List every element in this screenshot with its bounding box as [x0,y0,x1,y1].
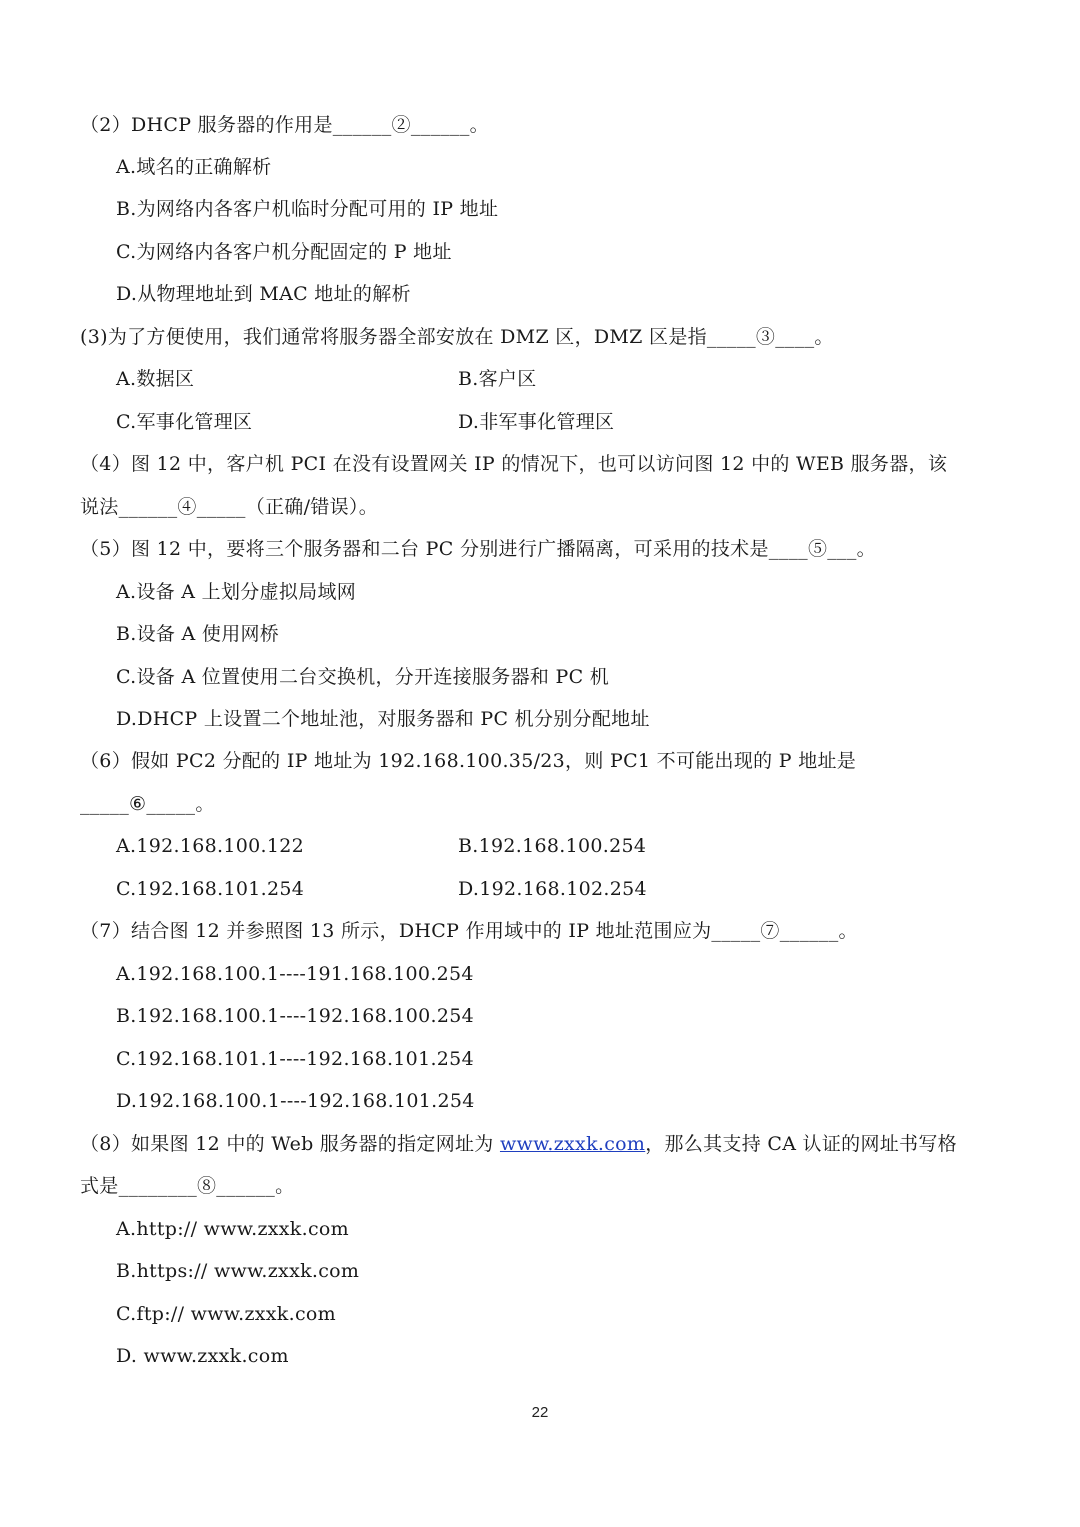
q2-option-d: D.从物理地址到 MAC 地址的解析 [116,283,411,305]
q5-option-b: B.设备 A 使用网桥 [116,623,280,645]
q8-option-b: B.https:// www.zxxk.com [116,1260,360,1282]
q6-option-a: A.192.168.100.122 [116,835,305,857]
q7-option-a: A.192.168.100.1----191.168.100.254 [116,963,474,985]
q6-stem-line1: （6）假如 PC2 分配的 IP 地址为 192.168.100.35/23，则 PC1 不可能出现的 P 地址是 [80,750,857,772]
q8-stem-pre: （8）如果图 12 中的 Web 服务器的指定网址为 [80,1133,500,1155]
q7-option-b: B.192.168.100.1----192.168.100.254 [116,1005,475,1027]
q6-stem-line2: _____⑥_____。 [80,793,215,815]
q5-stem: （5）图 12 中，要将三个服务器和二台 PC 分别进行广播隔离，可采用的技术是____⑤___。 [80,538,876,560]
q4-stem-line2: 说法______④_____（正确/错误）。 [80,496,379,518]
q3-option-d: D.非军事化管理区 [458,411,615,433]
q3-option-a: A.数据区 [116,368,195,390]
q8-option-a: A.http:// www.zxxk.com [116,1218,349,1240]
q8-stem-line2: 式是________⑧______。 [80,1175,295,1197]
q6-option-c: C.192.168.101.254 [116,878,305,900]
page-number: 22 [531,1404,549,1421]
q6-option-d: D.192.168.102.254 [458,878,647,900]
q5-option-a: A.设备 A 上划分虚拟局域网 [116,581,357,603]
q2-option-c: C.为网络内各客户机分配固定的 P 地址 [116,241,452,263]
q8-option-d: D. www.zxxk.com [116,1345,289,1367]
q2-option-a: A.域名的正确解析 [116,156,272,178]
q7-stem: （7）结合图 12 并参照图 13 所示，DHCP 作用域中的 IP 地址范围应为_____⑦______。 [80,920,858,942]
q4-stem-line1: （4）图 12 中，客户机 PCI 在没有设置网关 IP 的情况下，也可以访问图 12 中的 WEB 服务器，该 [80,453,948,475]
q6-option-b: B.192.168.100.254 [458,835,647,857]
q2-option-b: B.为网络内各客户机临时分配可用的 IP 地址 [116,198,499,220]
q8-url-link[interactable]: www.zxxk.com [499,1133,646,1155]
q8-stem-line1 [80,1131,957,1157]
q8-option-c: C.ftp:// www.zxxk.com [116,1303,336,1325]
q7-option-d: D.192.168.100.1----192.168.101.254 [116,1090,475,1112]
q7-option-c: C.192.168.101.1----192.168.101.254 [116,1048,474,1070]
q2-stem: （2）DHCP 服务器的作用是______②______。 [80,114,489,136]
q8-stem-post: ，那么其支持 CA 认证的网址书写格 [645,1133,957,1155]
q3-option-c: C.军事化管理区 [116,411,253,433]
q3-stem: (3)为了方便使用，我们通常将服务器全部安放在 DMZ 区，DMZ 区是指_____③____。 [80,326,834,348]
q5-option-c: C.设备 A 位置使用二台交换机，分开连接服务器和 PC 机 [116,666,610,688]
q3-option-b: B.客户区 [458,368,537,390]
q5-option-d: D.DHCP 上设置二个地址池，对服务器和 PC 机分别分配地址 [116,708,650,730]
